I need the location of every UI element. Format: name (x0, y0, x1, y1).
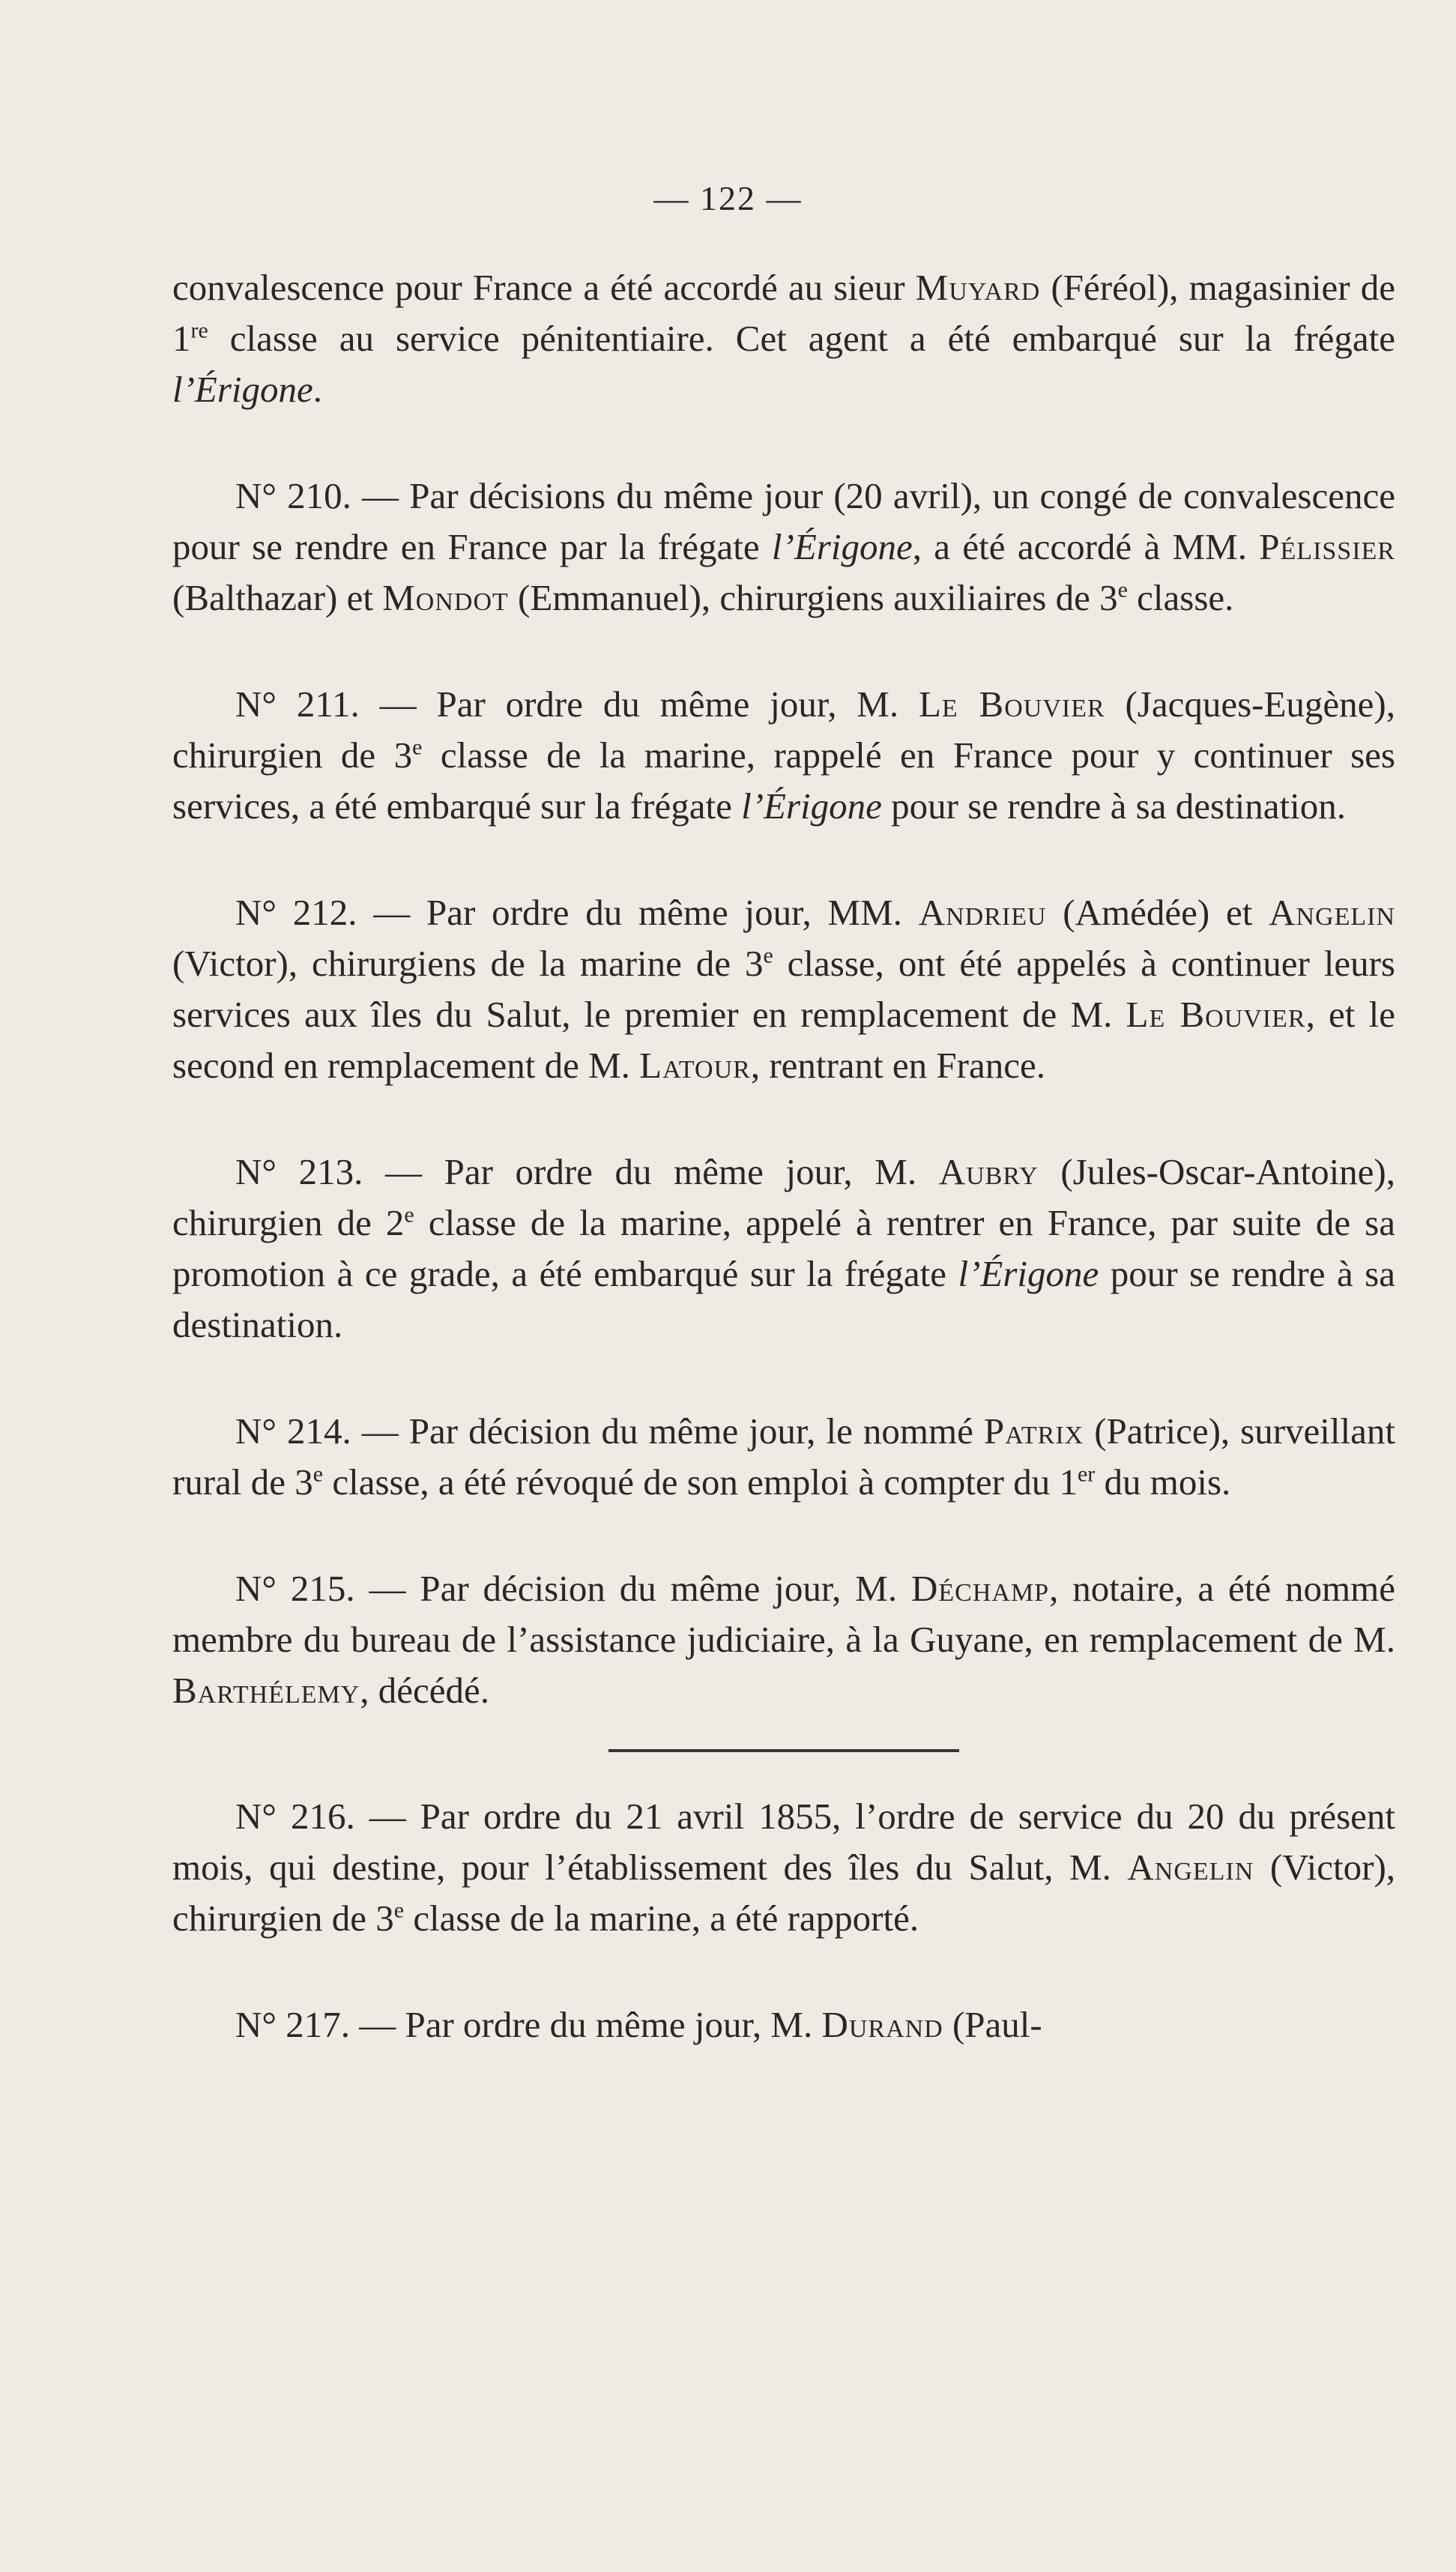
person-name: Angelin (1127, 1847, 1254, 1888)
person-name: Angelin (1269, 892, 1396, 933)
paragraph (172, 262, 1395, 415)
text-run: (Amédée) et (1046, 892, 1269, 933)
text-run: pour se rendre à sa destination. (881, 785, 1346, 827)
text-run: classe de la marine, appelé à rentrer en France, par suite de sa promotion à ce grade, a été embarqué sur la frégate (172, 1202, 1395, 1294)
text-run: (Jules-Oscar-Antoine), chirurgien de 2 (172, 1151, 1396, 1243)
text-run: (Paul- (943, 2004, 1042, 2045)
text-run: pour se rendre à sa destination. (172, 1253, 1395, 1345)
italic-ship-name: l’Érigone (741, 785, 882, 827)
text-run: , notaire, a été nommé membre du bureau de l’assistance judiciaire, à la Guyane, en remplacement de M. (172, 1568, 1395, 1660)
text-run: N° 216. — Par ordre du 21 avril 1855, l’ordre de service du 20 du présent mois, qui destine, pour l’établissement des îles du Salut, M. (172, 1796, 1395, 1888)
paragraph (172, 1147, 1395, 1350)
text-run: classe, ont été appelés à continuer leurs services aux îles du Salut, le premier en remplacement de M. (172, 943, 1395, 1035)
body-text (172, 262, 1395, 2106)
superscript: e (404, 1202, 414, 1228)
text-run: , a été accordé à MM. (912, 526, 1260, 567)
person-name: Barthélemy (172, 1670, 360, 1711)
text-run: N° 215. — Par décision du même jour, M. (235, 1568, 912, 1609)
text-run: , rentrant en France. (750, 1045, 1045, 1086)
separator-rule (608, 1749, 959, 1752)
text-run: N° 217. — Par ordre du même jour, M. (235, 2004, 822, 2045)
text-run: (Jacques-Eugène), chirurgien de 3 (172, 683, 1395, 776)
text-run: (Balthazar) et (172, 577, 383, 618)
italic-ship-name: l’Érigone (771, 526, 913, 567)
superscript: re (190, 318, 208, 343)
person-name: Déchamp (911, 1568, 1050, 1609)
italic-ship-name: l’Érigone (172, 369, 313, 410)
person-name: Latour (639, 1045, 751, 1086)
paragraph (172, 1563, 1395, 1716)
italic-ship-name: l’Érigone (958, 1253, 1099, 1294)
text-run: N° 212. — Par ordre du même jour, MM. (235, 892, 919, 933)
superscript: er (1077, 1461, 1096, 1487)
text-run: (Féréol), magasinier de 1 (172, 267, 1395, 359)
text-run: classe. (1127, 577, 1234, 618)
text-run: N° 213. — Par ordre du même jour, M. (235, 1151, 939, 1192)
text-run: . (312, 369, 323, 410)
person-name: Patrix (983, 1410, 1084, 1452)
superscript: e (1117, 577, 1128, 603)
text-run: classe au service pénitentiaire. Cet agent a été embarqué sur la frégate (208, 318, 1395, 359)
superscript: e (763, 943, 773, 968)
paragraph (172, 1406, 1395, 1508)
paragraph (172, 1999, 1395, 2050)
person-name: Durand (821, 2004, 943, 2045)
text-run: classe de la marine, a été rapporté. (404, 1898, 919, 1939)
text-run: (Emmanuel), chirurgiens auxiliaires de 3 (508, 577, 1118, 618)
text-run: du mois. (1095, 1461, 1231, 1503)
person-name: Muyard (915, 267, 1041, 308)
text-run: , décédé. (360, 1670, 490, 1711)
person-name: Andrieu (918, 892, 1047, 933)
text-run: N° 211. — Par ordre du même jour, M. (235, 683, 919, 725)
person-name: Le Bouvier (1126, 994, 1306, 1035)
paragraph (172, 887, 1395, 1091)
superscript: e (393, 1898, 405, 1923)
text-run: (Victor), chirurgiens de la marine de 3 (172, 943, 764, 984)
text-run: (Victor), chirurgien de 3 (172, 1847, 1396, 1939)
person-name: Mondot (382, 577, 509, 618)
paragraph (172, 1791, 1395, 1944)
paragraph (172, 679, 1395, 832)
paragraph (172, 471, 1395, 624)
person-name: Pélissier (1259, 526, 1395, 567)
text-run: classe, a été révoqué de son emploi à compter du 1 (323, 1461, 1078, 1503)
text-run: N° 214. — Par décision du même jour, le nommé (235, 1410, 984, 1452)
person-name: Le Bouvier (918, 683, 1105, 725)
person-name: Aubry (938, 1151, 1039, 1192)
text-run: classe de la marine, rappelé en France pour y continuer ses services, a été embarqué sur la frégate (172, 734, 1395, 827)
superscript: e (412, 734, 423, 760)
superscript: e (312, 1461, 324, 1487)
text-run: N° 210. — Par décisions du même jour (20 avril), un congé de convalescence pour se rendre en France par la frégate (172, 475, 1395, 567)
text-run: (Patrice), surveillant rural de 3 (172, 1410, 1396, 1503)
page-number: — 122 — (653, 179, 803, 217)
text-run: convalescence pour France a été accordé au sieur (172, 267, 916, 308)
text-run: , et le second en remplacement de M. (172, 994, 1395, 1086)
